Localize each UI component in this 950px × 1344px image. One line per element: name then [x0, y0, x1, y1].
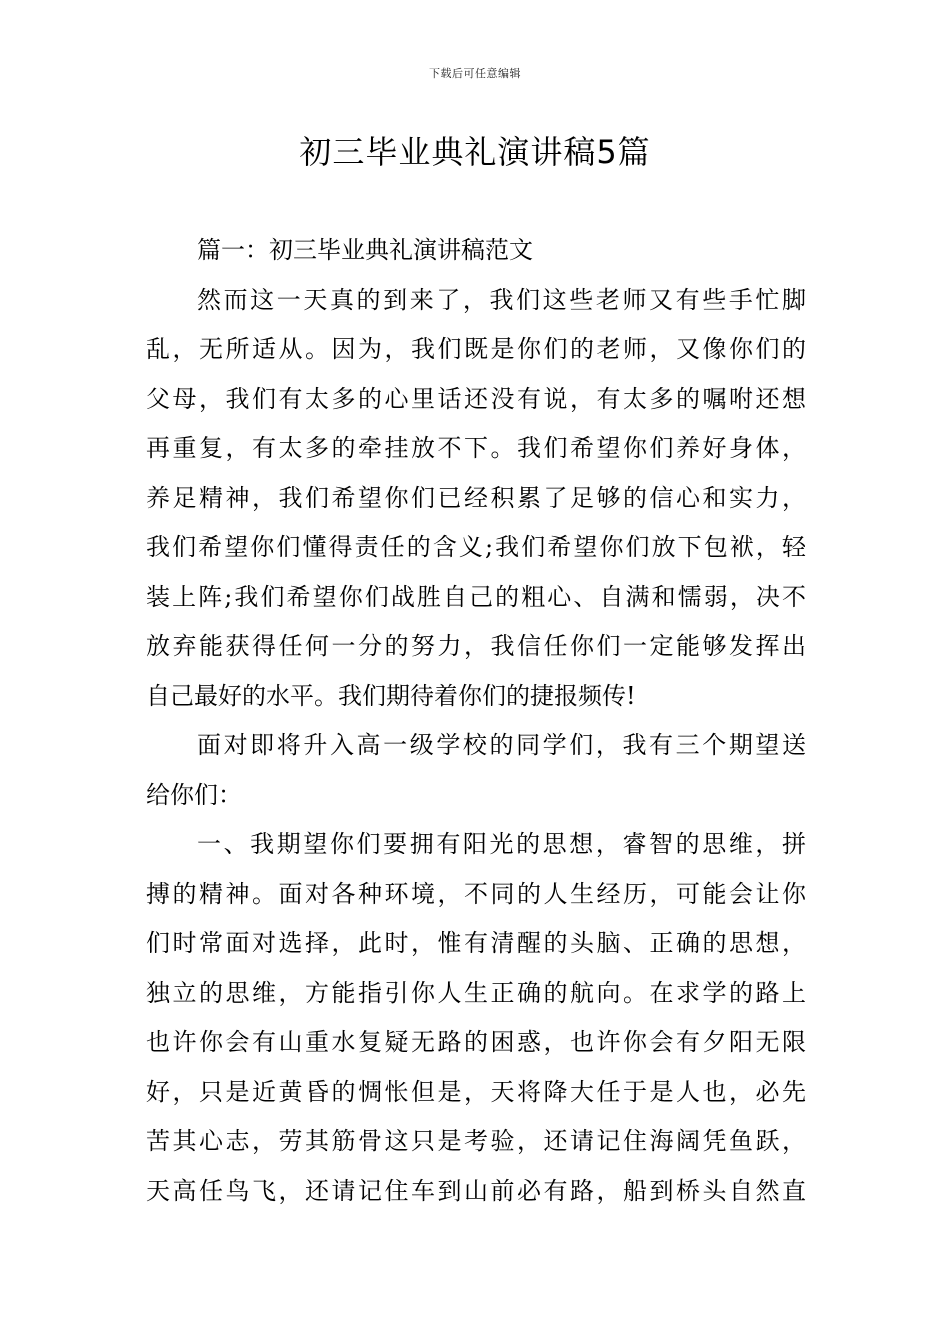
- body-line: 苦其心志，劳其筋骨这只是考验，还请记住海阔凭鱼跃，: [146, 1127, 806, 1155]
- body-line: 父母，我们有太多的心里话还没有说，有太多的嘱咐还想: [146, 384, 806, 413]
- body-line: 我们希望你们懂得责任的含义;我们希望你们放下包袱，轻: [146, 533, 806, 561]
- body-line: 再重复，有太多的牵挂放不下。我们希望你们养好身体，: [146, 434, 806, 462]
- body-line: 装上阵;我们希望你们战胜自己的粗心、自满和懦弱，决不: [146, 582, 806, 611]
- body-line: 养足精神，我们希望你们已经积累了足够的信心和实力，: [146, 483, 806, 512]
- body-line: 自己最好的水平。我们期待着你们的捷报频传!: [146, 681, 636, 710]
- body-line: 然而这一天真的到来了，我们这些老师又有些手忙脚: [197, 285, 806, 314]
- body-line: 乱，无所适从。因为，我们既是你们的老师，又像你们的: [146, 335, 806, 363]
- body-line: 独立的思维，方能指引你人生正确的航向。在求学的路上: [146, 978, 806, 1007]
- body-line: 篇一：初三毕业典礼演讲稿范文: [197, 236, 533, 264]
- body-line: 放弃能获得任何一分的努力，我信任你们一定能够发挥出: [146, 632, 806, 660]
- body-line: 们时常面对选择，此时，惟有清醒的头脑、正确的思想，: [146, 929, 806, 957]
- document-title: 初三毕业典礼演讲稿5篇: [299, 133, 651, 171]
- body-line: 好，只是近黄昏的惆怅但是，天将降大任于是人也，必先: [146, 1077, 806, 1106]
- body-line: 搏的精神。面对各种环境，不同的人生经历，可能会让你: [146, 879, 806, 908]
- body-line: 给你们：: [146, 780, 242, 809]
- body-line: 面对即将升入高一级学校的同学们，我有三个期望送: [197, 731, 806, 759]
- header-note: 下载后可任意编辑: [429, 67, 521, 80]
- body-line: 一、我期望你们要拥有阳光的思想，睿智的思维，拼: [197, 830, 806, 858]
- body-line: 也许你会有山重水复疑无路的困惑，也许你会有夕阳无限: [146, 1028, 806, 1056]
- document-body: [146, 226, 806, 1216]
- body-line: 天高任鸟飞，还请记住车到山前必有路，船到桥头自然直: [146, 1176, 806, 1205]
